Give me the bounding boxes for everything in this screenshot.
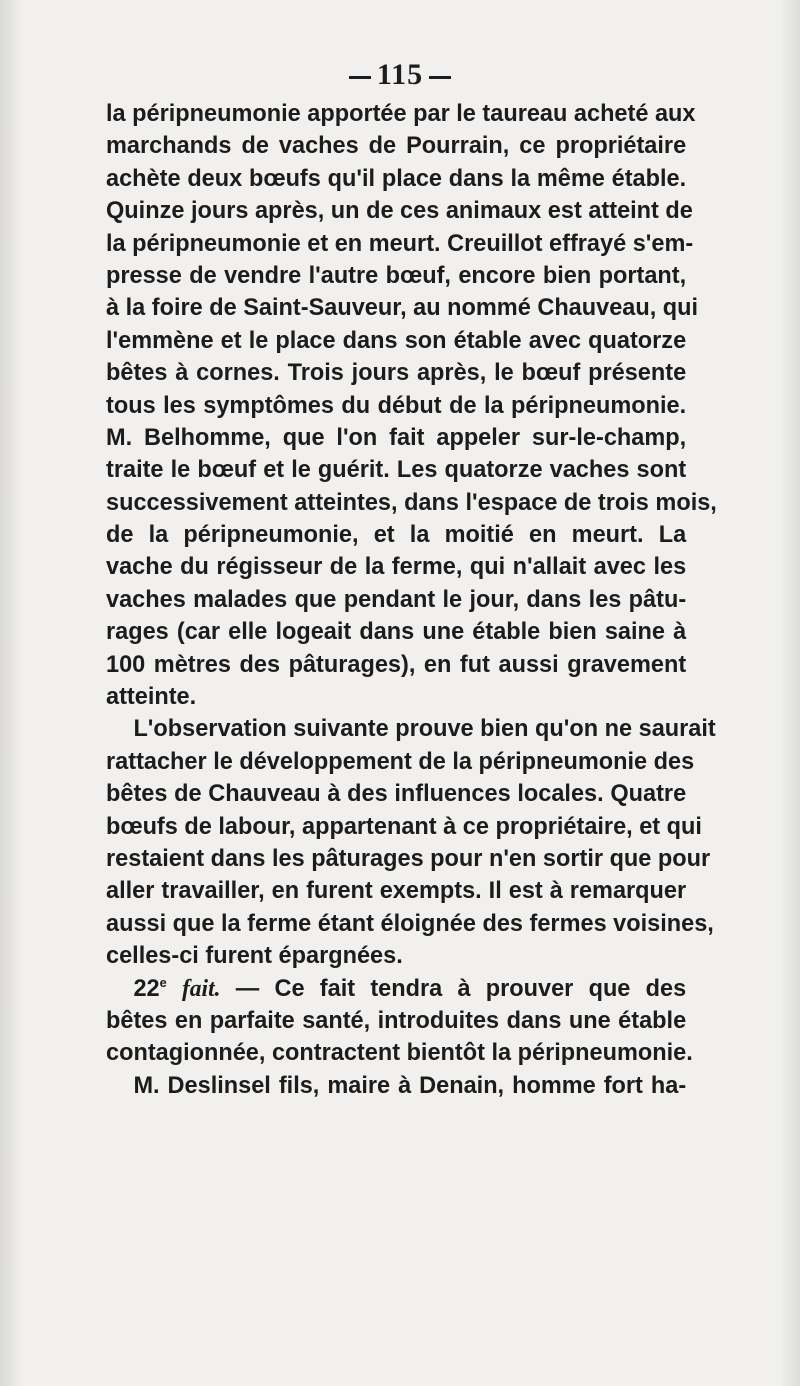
text-line: vaches malades que pendant le jour, dans les pâtu- — [106, 585, 687, 613]
page-number — [0, 58, 800, 92]
text-line: M. Belhomme, que l'on fait appeler sur-le-champ, — [106, 423, 687, 451]
text-line: rattacher le développement de la péripneumonie des — [106, 747, 695, 775]
text-line: tous les symptômes du début de la péripneumonie. — [106, 391, 687, 419]
text-line: Quinze jours après, un de ces animaux est atteint de — [106, 197, 693, 225]
text-line: celles-ci furent épargnées. — [106, 942, 403, 970]
text-line: L'observation suivante prouve bien qu'on ne saurait — [133, 715, 716, 743]
section-heading-line — [106, 973, 686, 1005]
text-line: l'emmène et le place dans son étable avec quatorze — [106, 326, 687, 354]
section-heading-text: — Ce fait tendra à prouver que des — [220, 974, 687, 1002]
section-label: fait. — [181, 975, 221, 1002]
body-text — [106, 98, 717, 1102]
page-number-value: 115 — [376, 58, 424, 91]
text-line: achète deux bœufs qu'il place dans la même étable. — [106, 164, 687, 192]
text-line: atteinte. — [106, 683, 197, 711]
section-number: 22 — [133, 974, 160, 1002]
text-line: vache du régisseur de la ferme, qui n'allait avec les — [106, 553, 687, 581]
text-line: de la péripneumonie, et la moitié en meurt. La — [106, 521, 687, 549]
text-line: aller travailler, en furent exempts. Il est à remarquer — [106, 877, 687, 905]
text-line: 100 mètres des pâturages), en fut aussi gravement — [106, 650, 687, 678]
text-line: contagionnée, contractent bientôt la péripneumonie. — [106, 1039, 693, 1067]
text-line: bêtes à cornes. Trois jours après, le bœuf présente — [106, 359, 687, 387]
text-line: bœufs de labour, appartenant à ce propriétaire, et qui — [106, 812, 702, 840]
text-line: restaient dans les pâturages pour n'en sortir que pour — [106, 844, 711, 872]
page-edge-left — [0, 0, 22, 1386]
text-line: marchands de vaches de Pourrain, ce propriétaire — [106, 132, 687, 160]
text-line: aussi que la ferme étant éloignée des fermes voisines, — [106, 909, 714, 937]
section-number-suffix: e — [159, 974, 167, 990]
text-line: rages (car elle logeait dans une étable bien saine à — [106, 618, 687, 646]
text-line: à la foire de Saint-Sauveur, au nommé Chauveau, qui — [106, 294, 699, 322]
page-number-dash-left — [349, 76, 371, 79]
text-line: la péripneumonie apportée par le taureau acheté aux — [106, 100, 696, 127]
text-line: presse de vendre l'autre bœuf, encore bien portant, — [106, 261, 687, 289]
text-line: bêtes de Chauveau à des influences locales. Quatre — [106, 780, 687, 808]
text-line: M. Deslinsel fils, maire à Denain, homme fort ha- — [133, 1071, 687, 1099]
text-line: la péripneumonie et en meurt. Creuillot effrayé s'em- — [106, 229, 694, 257]
text-line: successivement atteintes, dans l'espace de trois mois, — [106, 488, 717, 516]
text-line: traite le bœuf et le guérit. Les quatorze vaches sont — [106, 456, 687, 484]
text-line: bêtes en parfaite santé, introduites dans une étable — [106, 1006, 687, 1034]
page-number-dash-right — [429, 76, 451, 79]
page-edge-right — [780, 0, 800, 1386]
